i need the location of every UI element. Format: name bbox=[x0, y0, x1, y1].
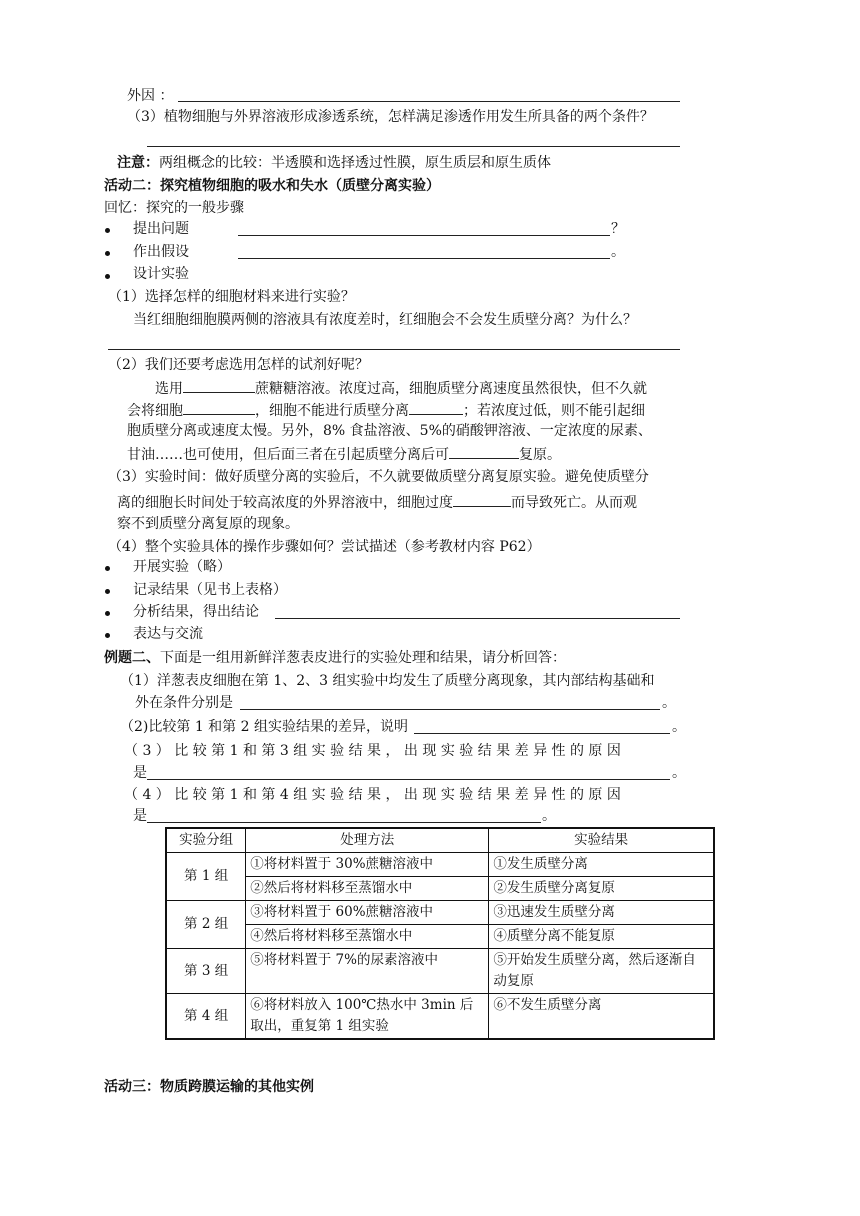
answer-line bbox=[147, 822, 541, 823]
table-header: 处理方法 bbox=[246, 828, 489, 853]
text: ，细胞不能进行质壁分离 bbox=[255, 403, 409, 419]
method-cell: ④然后将材料移至蒸馏水中 bbox=[246, 925, 489, 949]
external-factor-label: 外因 ： bbox=[127, 88, 174, 104]
group-cell: 第 2 组 bbox=[166, 901, 246, 949]
text: 复原。 bbox=[519, 447, 561, 463]
punctuation: 。 bbox=[542, 808, 556, 824]
table-row bbox=[166, 994, 714, 1040]
part-2-title: （2）我们还要考虑选用怎样的试剂好呢？ bbox=[108, 357, 369, 373]
external-factor-line bbox=[127, 86, 173, 106]
example-label: 例题二、 bbox=[104, 650, 160, 666]
bullet-icon bbox=[105, 611, 110, 616]
table-row bbox=[166, 925, 714, 949]
table-header: 实验结果 bbox=[489, 828, 714, 853]
part-1-title: （1）选择怎样的细胞材料来进行实验？ bbox=[108, 289, 355, 305]
result-cell: ⑤开始发生质壁分离，然后逐渐自动复原 bbox=[489, 949, 714, 994]
experiment-table bbox=[165, 827, 715, 1040]
method-cell: ⑤将材料置于 7%的尿素溶液中 bbox=[246, 949, 489, 994]
blank bbox=[453, 491, 511, 507]
blank bbox=[183, 377, 255, 393]
punctuation: 。 bbox=[662, 695, 676, 711]
answer-line bbox=[178, 101, 680, 102]
activity-2-title: 活动二：探究植物细胞的吸水和失水（质壁分离实验） bbox=[104, 178, 440, 194]
table-row bbox=[166, 853, 714, 877]
answer-line bbox=[147, 146, 680, 147]
table-row bbox=[166, 901, 714, 925]
punctuation: 。 bbox=[672, 719, 686, 735]
step-hypothesis: 作出假设 bbox=[133, 244, 189, 260]
part-3-line-3: 察不到质壁分离复原的现象。 bbox=[117, 516, 299, 532]
answer-line bbox=[238, 258, 610, 259]
example-text: 下面是一组用新鲜洋葱表皮进行的实验处理和结果，请分析回答： bbox=[160, 650, 566, 666]
note-text: 两组概念的比较：半透膜和选择透过性膜，原生质层和原生质体 bbox=[159, 155, 551, 171]
method-cell: ③将材料置于 60%蔗糖溶液中 bbox=[246, 901, 489, 925]
result-cell: ⑥不发生质壁分离 bbox=[489, 994, 714, 1040]
example-q4-line-1: （ 4 ） 比 较 第 1 和 第 4 组 实 验 结 果 ， 出 现 实 验 结 果 差 异 性 的 原 因 bbox=[124, 787, 621, 803]
example-q1-line-2: 外在条件分别是 bbox=[135, 695, 233, 711]
part-1-question: 当红细胞细胞膜两侧的溶液具有浓度差时，红细胞会不会发生质壁分离？为什么？ bbox=[133, 312, 637, 328]
recall-text: 回忆：探究的一般步骤 bbox=[104, 200, 244, 216]
note bbox=[117, 153, 551, 173]
part-2-line-1 bbox=[155, 377, 647, 399]
example-q4-line-2: 是 bbox=[133, 808, 147, 824]
note-label: 注意： bbox=[117, 155, 159, 171]
step-design: 设计实验 bbox=[133, 266, 189, 282]
answer-line bbox=[414, 733, 670, 734]
method-cell: ①将材料置于 30%蔗糖溶液中 bbox=[246, 853, 489, 877]
text: ；若浓度过低，则不能引起细 bbox=[463, 403, 645, 419]
table-row bbox=[166, 877, 714, 901]
example-q1-line-1: （1）洋葱表皮细胞在第 1、2、3 组实验中均发生了质壁分离现象，其内部结构基础和 bbox=[120, 673, 655, 689]
example-q3-line-2: 是 bbox=[133, 765, 147, 781]
method-cell: ⑥将材料放入 100℃热水中 3min 后取出，重复第 1 组实验 bbox=[246, 994, 489, 1040]
answer-line bbox=[147, 779, 670, 780]
table-row bbox=[166, 949, 714, 994]
bullet-icon bbox=[105, 228, 110, 233]
bullet-icon bbox=[105, 251, 110, 256]
step-analyze: 分析结果，得出结论 bbox=[133, 604, 259, 620]
part-4-title: （4）整个实验具体的操作步骤如何？尝试描述（参考教材内容 P62） bbox=[108, 539, 541, 555]
result-cell: ②发生质壁分离复原 bbox=[489, 877, 714, 901]
text: 离的细胞长时间处于较高浓度的外界溶液中，细胞过度 bbox=[117, 495, 453, 511]
part-3-line-2 bbox=[117, 491, 637, 513]
group-cell: 第 3 组 bbox=[166, 949, 246, 994]
part-2-line-4 bbox=[127, 443, 561, 465]
result-cell: ④质壁分离不能复原 bbox=[489, 925, 714, 949]
punctuation: 。 bbox=[611, 244, 625, 260]
punctuation: ？ bbox=[611, 221, 625, 237]
bullet-icon bbox=[105, 633, 110, 638]
question-3: （3）植物细胞与外界溶液形成渗透系统，怎样满足渗透作用发生所具备的两个条件？ bbox=[127, 109, 654, 125]
result-cell: ①发生质壁分离 bbox=[489, 853, 714, 877]
group-cell: 第 1 组 bbox=[166, 853, 246, 901]
example-q3-line-1: （ 3 ） 比 较 第 1 和 第 3 组 实 验 结 果 ， 出 现 实 验 结 果 差 异 性 的 原 因 bbox=[124, 743, 621, 759]
text: 而导致死亡。从而观 bbox=[511, 495, 637, 511]
punctuation: 。 bbox=[672, 765, 686, 781]
step-express: 表达与交流 bbox=[133, 626, 203, 642]
answer-line bbox=[240, 709, 660, 710]
blank bbox=[449, 443, 519, 459]
step-ask: 提出问题 bbox=[133, 221, 189, 237]
text: 会将细胞 bbox=[127, 403, 183, 419]
text: 甘油……也可使用，但后面三者在引起质壁分离后可 bbox=[127, 447, 449, 463]
text: 蔗糖糖溶液。浓度过高，细胞质壁分离速度虽然很快，但不久就 bbox=[255, 381, 647, 397]
example-q2: （2)比较第 1 和第 2 组实验结果的差异，说明 bbox=[120, 719, 408, 735]
table-header: 实验分组 bbox=[166, 828, 246, 853]
step-record: 记录结果（见书上表格） bbox=[133, 582, 287, 598]
group-cell: 第 4 组 bbox=[166, 994, 246, 1040]
bullet-icon bbox=[105, 566, 110, 571]
part-2-line-2 bbox=[127, 399, 645, 421]
activity-3-title: 活动三：物质跨膜运输的其他实例 bbox=[104, 1079, 314, 1095]
example-2 bbox=[104, 648, 566, 668]
text: 选用 bbox=[155, 381, 183, 397]
step-run: 开展实验（略） bbox=[133, 559, 231, 575]
answer-line bbox=[108, 349, 680, 350]
blank bbox=[409, 399, 463, 415]
bullet-icon bbox=[105, 589, 110, 594]
blank bbox=[183, 399, 255, 415]
answer-line bbox=[238, 235, 610, 236]
method-cell: ②然后将材料移至蒸馏水中 bbox=[246, 877, 489, 901]
answer-line bbox=[275, 618, 680, 619]
table-header-row bbox=[166, 828, 714, 853]
result-cell: ③迅速发生质壁分离 bbox=[489, 901, 714, 925]
bullet-icon bbox=[105, 274, 110, 279]
part-3-line-1: （3）实验时间：做好质壁分离的实验后，不久就要做质壁分离复原实验。避免使质壁分 bbox=[108, 469, 649, 485]
part-2-line-3: 胞质壁分离或速度太慢。另外，8% 食盐溶液、5%的硝酸钾溶液、一定浓度的尿素、 bbox=[127, 423, 652, 439]
